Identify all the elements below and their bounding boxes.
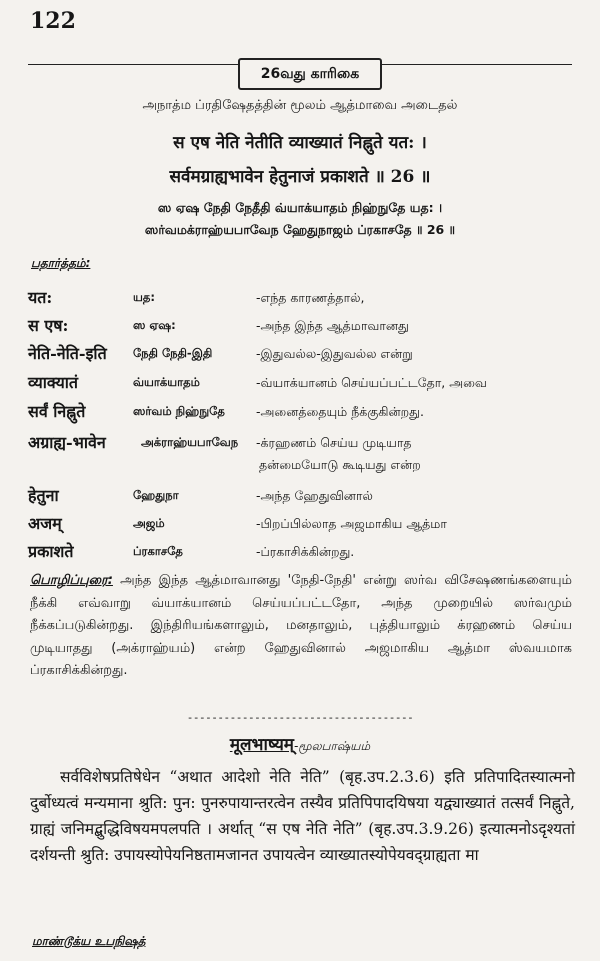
- word-meaning: -வ்யாக்யானம் செய்யப்பட்டதோ, அவை: [256, 375, 487, 390]
- word-meaning-row: [28, 371, 578, 395]
- section-divider: -------------------------------------: [186, 711, 414, 724]
- word-meaning-row: [28, 314, 578, 338]
- karika-heading: 26வது காரிகை: [238, 58, 382, 90]
- word-tamil: ஸ ஏஷ:: [133, 318, 176, 332]
- word-tamil: ஸர்வம் நிஹ்நுதே: [133, 404, 225, 418]
- word-sanskrit: अजम्: [28, 514, 62, 533]
- word-meaning: -எந்த காரணத்தால்,: [256, 290, 365, 305]
- word-sanskrit: व्याक्यातं: [28, 373, 79, 392]
- word-meaning: -ப்ரகாசிக்கின்றது.: [256, 544, 355, 559]
- commentary-label: பொழிப்புரை:: [30, 573, 113, 588]
- word-meaning: -க்ரஹணம் செய்ய முடியாத: [256, 435, 412, 450]
- section-subtitle: அநாத்ம ப்ரதிஷேதத்தின் மூலம் ஆத்மாவை அடைதல்: [142, 98, 458, 113]
- word-meaning-row: [28, 400, 578, 424]
- word-tamil: யத:: [133, 290, 155, 304]
- commentary-text: அந்த இந்த ஆத்மாவானது 'நேதி-நேதி' என்று ஸர்வ விசேஷணங்களையும் நீக்கி எவ்வாறு வ்யாக்யானம் செய்யப்பட்டதோ, அந்த முறையில் ஸர்வமும் நீக்கப்படுகின்றது. இந்திரியங்களாலும், மனதாலும், புத்தியாலும் க்ரஹணம் செய்ய முடியாதது (அக்ராஹ்யம்) என்ற ஹேதுவினால் அஜமாகிய ஆத்மா ஸ்வயமாக ப்ரகாசிக்கின்றது.: [30, 573, 572, 678]
- word-sanskrit: प्रकाशते: [28, 542, 74, 561]
- word-meaning: -அந்த ஹேதுவினால்: [256, 488, 373, 503]
- word-meaning: -அனைத்தையும் நீக்குகின்றது.: [256, 404, 424, 419]
- commentary-paragraph: [30, 570, 572, 683]
- mula-bhashya-sanskrit: मूलभाष्यम्: [229, 735, 294, 755]
- word-tamil: ஹேதுநா: [133, 488, 179, 502]
- word-meaning-row: [28, 431, 578, 455]
- word-meaning: -பிறப்பில்லாத அஜமாகிய ஆத்மா: [256, 516, 447, 531]
- word-tamil: வ்யாக்யாதம்: [133, 375, 200, 389]
- word-meaning-row: [28, 342, 578, 366]
- book-footer: மாண்டூக்ய உபநிஷத்: [32, 934, 146, 948]
- padartham-heading: பதார்த்தம்:: [31, 256, 91, 270]
- word-tamil: ப்ரகாசதே: [133, 544, 183, 558]
- verse-sanskrit-line-2: सर्वमग्राह्यभावेन हेतुनाजं प्रकाशते ॥ 26 ॥: [169, 167, 431, 187]
- verse-tamil-line-2: ஸர்வமக்ராஹ்யபாவேந ஹேதுநாஜம் ப்ரகாசதே ॥ 26 ॥: [144, 222, 456, 237]
- word-meaning-row: [28, 512, 578, 536]
- word-tamil: நேதி நேதி-இதி: [133, 346, 213, 360]
- mula-bhashya-tamil: -மூலபாஷ்யம்: [293, 739, 371, 753]
- word-tamil: அக்ராஹ்யபாவேந: [141, 435, 239, 449]
- word-sanskrit: नेति-नेति-इति: [28, 344, 107, 363]
- word-sanskrit: स एष:: [28, 316, 69, 335]
- word-meaning: -அந்த இந்த ஆத்மாவானது: [256, 318, 409, 333]
- word-sanskrit: हेतुना: [28, 486, 59, 505]
- word-meaning-row: [28, 540, 578, 564]
- word-meaning-row: [28, 286, 578, 310]
- word-tamil: அஜம்: [133, 516, 165, 530]
- word-meaning-row: [28, 484, 578, 508]
- word-sanskrit: सर्वं निह्नुते: [28, 402, 86, 421]
- verse-sanskrit-line-1: स एष नेति नेतीति व्याख्यातं निह्नुते यत: ।: [173, 133, 427, 153]
- verse-tamil-line-1: ஸ ஏஷ நேதி நேதீதி வ்யாக்யாதம் நிஹ்நுதே யத: ।: [157, 200, 443, 215]
- word-meaning-continuation: தன்மையோடு கூடியது என்ற: [259, 457, 421, 472]
- word-sanskrit: यत:: [28, 288, 53, 307]
- page-number: 122: [30, 8, 76, 34]
- word-meaning: -இதுவல்ல-இதுவல்ல என்று: [256, 346, 413, 361]
- word-sanskrit: अग्राह्य-भावेन: [28, 433, 106, 452]
- bhashya-paragraph: सर्वविशेषप्रतिषेधेन “अथात आदेशो नेति नेति” (बृह.उप.2.3.6) इति प्रतिपादितस्यात्मनो दुर्बोध्यत्वं मन्यमाना श्रुति: पुन: पुनरुपायान्तरत्वेन तस्यैव प्रतिपिपादयिषया यद्व्याख्यातं तत्सर्वं निह्नुते, ग्राह्यं जनिमद्बुद्धिविषयमपलपति । अर्थात् “स एष नेति नेति” (बृह.उप.3.9.26) इत्यात्मनोऽदृश्यतां दर्शयन्ती श्रुति: उपायस्योपेयनिष्ठतामजानत उपायत्वेन व्याख्यातस्योपेयवद्ग्राह्यता मा: [30, 768, 575, 864]
- mula-bhashya-heading: [0, 732, 600, 755]
